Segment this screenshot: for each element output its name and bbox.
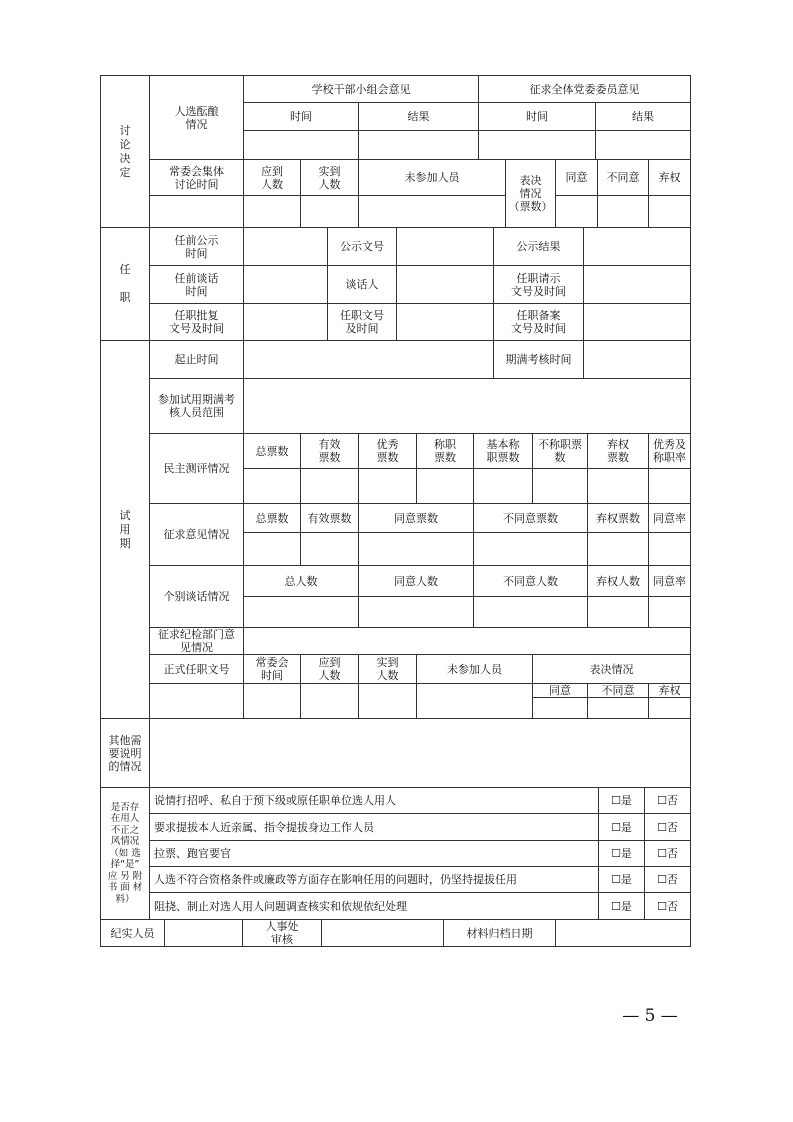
- basic-competent-votes-cell[interactable]: [473, 468, 533, 504]
- opinion-valid-votes-cell[interactable]: [300, 532, 359, 566]
- agree-votes-cell[interactable]: [358, 532, 474, 566]
- meeting-time-label: 常委会集体 讨论时间: [149, 159, 244, 196]
- abstain-votes-cell[interactable]: [587, 468, 649, 504]
- should-attend-header: 应到 人数: [243, 159, 301, 196]
- misconduct-yes-checkbox[interactable]: ☐是: [598, 787, 645, 814]
- pre-talk-time-label: 任前谈话 时间: [149, 265, 244, 304]
- vote-label: 表决 情况 （票数）: [505, 159, 556, 228]
- page-number: — 5 —: [622, 1006, 678, 1026]
- talker-cell[interactable]: [396, 265, 494, 304]
- agree-people-header: 同意人数: [358, 565, 474, 597]
- valid-votes-header: 有效 票数: [300, 433, 359, 469]
- opinion-abstain-votes-header: 弃权票数: [587, 503, 649, 533]
- filing-doc-label: 任职备案 文号及时间: [493, 303, 584, 341]
- other-notes-label: 其他需 要说明 的情况: [100, 718, 150, 788]
- should-attend-cell[interactable]: [243, 195, 301, 228]
- assessment-time-cell[interactable]: [583, 340, 691, 379]
- participants-scope-label: 参加试用期满考 核人员范围: [149, 378, 244, 434]
- committee-time-cell[interactable]: [243, 683, 301, 719]
- misconduct-yes-checkbox[interactable]: ☐是: [598, 892, 645, 920]
- group-result-header: 结果: [358, 102, 479, 131]
- nomination-label: 人选酝酿 情况: [149, 75, 244, 160]
- misconduct-label: 是否存 在用人 不正之 风情况 （如 选 择“是” 应 另 附 书 面 材 料）: [100, 787, 150, 920]
- competent-votes-header: 称职 票数: [416, 433, 474, 469]
- formal-should-attend-header: 应到 人数: [300, 654, 359, 684]
- disagree-cell[interactable]: [597, 195, 649, 228]
- vote-result-header: 表决情况: [532, 654, 691, 684]
- misconduct-no-checkbox[interactable]: ☐否: [644, 787, 691, 814]
- absent-header: 未参加人员: [358, 159, 506, 196]
- appointment-doc-label: 任职文号 及时间: [327, 303, 397, 341]
- formal-disagree-cell[interactable]: [587, 697, 649, 719]
- recorder-cell[interactable]: [164, 919, 243, 947]
- basic-competent-votes-header: 基本称 职票数: [473, 433, 533, 469]
- abstain-people-header: 弃权人数: [587, 565, 649, 597]
- member-time-header: 时间: [478, 102, 596, 131]
- total-people-header: 总人数: [243, 565, 359, 597]
- misconduct-item: 拉票、跑官要官: [149, 840, 599, 867]
- group-opinion-header: 学校干部小组会意见: [243, 75, 479, 103]
- misconduct-yes-checkbox[interactable]: ☐是: [598, 866, 645, 893]
- misconduct-yes-checkbox[interactable]: ☐是: [598, 840, 645, 867]
- disagree-people-header: 不同意人数: [473, 565, 588, 597]
- excellent-rate-header: 优秀及 称职率: [648, 433, 691, 469]
- agree-cell[interactable]: [555, 195, 598, 228]
- formal-agree-cell[interactable]: [532, 697, 588, 719]
- abstain-header: 弃权: [648, 159, 691, 196]
- appointment-section-title: 任 职: [100, 227, 150, 341]
- participants-scope-cell[interactable]: [243, 378, 691, 434]
- pre-public-time-cell[interactable]: [243, 227, 328, 266]
- discipline-opinion-label: 征求纪检部门意 见情况: [149, 627, 244, 655]
- misconduct-item: 阻挠、制止对选人用人问题调查核实和依规依纪处理: [149, 892, 599, 920]
- opinion-total-votes-header: 总票数: [243, 503, 301, 533]
- disagree-votes-header: 不同意票数: [473, 503, 588, 533]
- discipline-opinion-cell[interactable]: [243, 627, 691, 655]
- formal-attended-cell[interactable]: [358, 683, 417, 719]
- misconduct-item: 人选不符合资格条件或廉政等方面存在影响任用的问题时，仍坚持提拔任用: [149, 866, 599, 893]
- individual-talks-label: 个别谈话情况: [149, 565, 244, 628]
- formal-abstain-header: 弃权: [648, 683, 691, 698]
- opinion-collection-label: 征求意见情况: [149, 503, 244, 566]
- abstain-cell[interactable]: [648, 195, 691, 228]
- misconduct-no-checkbox[interactable]: ☐否: [644, 840, 691, 867]
- committee-time-header: 常委会 时间: [243, 654, 301, 684]
- absent-cell[interactable]: [358, 195, 506, 228]
- misconduct-item: 要求提拔本人近亲属、指令提拔身边工作人员: [149, 813, 599, 841]
- hr-review-label: 人事处 审核: [242, 919, 322, 947]
- member-result-header: 结果: [595, 102, 691, 131]
- agree-header: 同意: [555, 159, 598, 196]
- formal-disagree-header: 不同意: [587, 683, 649, 698]
- abstain-people-cell[interactable]: [587, 596, 649, 628]
- total-votes-cell[interactable]: [243, 468, 301, 504]
- total-votes-header: 总票数: [243, 433, 301, 469]
- approval-doc-cell[interactable]: [243, 303, 328, 341]
- misconduct-yes-checkbox[interactable]: ☐是: [598, 813, 645, 841]
- disagree-people-cell[interactable]: [473, 596, 588, 628]
- formal-doc-label: 正式任职文号: [149, 654, 244, 684]
- appointment-doc-cell[interactable]: [396, 303, 494, 341]
- formal-absent-header: 未参加人员: [416, 654, 533, 684]
- total-people-cell[interactable]: [243, 596, 359, 628]
- opinion-abstain-votes-cell[interactable]: [587, 532, 649, 566]
- archive-date-label: 材料归档日期: [443, 919, 556, 947]
- opinion-total-votes-cell[interactable]: [243, 532, 301, 566]
- probation-section-title: 试 用 期: [100, 340, 150, 719]
- competent-votes-cell[interactable]: [416, 468, 474, 504]
- group-time-header: 时间: [243, 102, 359, 131]
- excellent-votes-cell[interactable]: [358, 468, 417, 504]
- talk-agree-rate-header: 同意率: [648, 565, 691, 597]
- start-end-time-cell[interactable]: [243, 340, 494, 379]
- meeting-time-cell[interactable]: [149, 195, 244, 228]
- group-time-cell[interactable]: [243, 130, 359, 160]
- start-end-time-label: 起止时间: [149, 340, 244, 379]
- hr-review-cell[interactable]: [321, 919, 444, 947]
- request-doc-cell[interactable]: [583, 265, 691, 304]
- abstain-votes-header: 弃权 票数: [587, 433, 649, 469]
- agree-votes-header: 同意票数: [358, 503, 474, 533]
- formal-attended-header: 实到 人数: [358, 654, 417, 684]
- misconduct-no-checkbox[interactable]: ☐否: [644, 813, 691, 841]
- attended-cell[interactable]: [300, 195, 359, 228]
- approval-doc-label: 任职批复 文号及时间: [149, 303, 244, 341]
- talk-agree-rate-cell[interactable]: [648, 596, 691, 628]
- member-result-cell[interactable]: [595, 130, 691, 160]
- member-time-cell[interactable]: [478, 130, 596, 160]
- opinion-valid-votes-header: 有效票数: [300, 503, 359, 533]
- talker-label: 谈话人: [327, 265, 397, 304]
- other-notes-cell[interactable]: [149, 718, 691, 788]
- recorder-label: 纪实人员: [100, 919, 165, 947]
- public-result-cell[interactable]: [583, 227, 691, 266]
- misconduct-no-checkbox[interactable]: ☐否: [644, 892, 691, 920]
- member-opinion-header: 征求全体党委委员意见: [478, 75, 691, 103]
- attended-header: 实到 人数: [300, 159, 359, 196]
- democratic-eval-label: 民主测评情况: [149, 433, 244, 504]
- pre-talk-time-cell[interactable]: [243, 265, 328, 304]
- valid-votes-cell[interactable]: [300, 468, 359, 504]
- formal-absent-cell[interactable]: [416, 683, 533, 719]
- group-result-cell[interactable]: [358, 130, 479, 160]
- request-doc-label: 任职请示 文号及时间: [493, 265, 584, 304]
- misconduct-item: 说情打招呼、私自于预下级或原任职单位选人用人: [149, 787, 599, 814]
- assessment-time-label: 期满考核时间: [493, 340, 584, 379]
- excellent-votes-header: 优秀 票数: [358, 433, 417, 469]
- public-doc-no-label: 公示文号: [327, 227, 397, 266]
- formal-should-attend-cell[interactable]: [300, 683, 359, 719]
- filing-doc-cell[interactable]: [583, 303, 691, 341]
- incompetent-votes-header: 不称职票 数: [532, 433, 588, 469]
- misconduct-no-checkbox[interactable]: ☐否: [644, 866, 691, 893]
- excellent-rate-cell[interactable]: [648, 468, 691, 504]
- discussion-section-title: 讨 论 决 定: [100, 75, 150, 228]
- agree-people-cell[interactable]: [358, 596, 474, 628]
- formal-agree-header: 同意: [532, 683, 588, 698]
- disagree-header: 不同意: [597, 159, 649, 196]
- disagree-votes-cell[interactable]: [473, 532, 588, 566]
- archive-date-cell[interactable]: [555, 919, 691, 947]
- formal-doc-cell[interactable]: [149, 683, 244, 719]
- public-result-label: 公示结果: [493, 227, 584, 266]
- agree-rate-cell[interactable]: [648, 532, 691, 566]
- pre-public-time-label: 任前公示 时间: [149, 227, 244, 266]
- public-doc-no-cell[interactable]: [396, 227, 494, 266]
- formal-abstain-cell[interactable]: [648, 697, 691, 719]
- agree-rate-header: 同意率: [648, 503, 691, 533]
- incompetent-votes-cell[interactable]: [532, 468, 588, 504]
